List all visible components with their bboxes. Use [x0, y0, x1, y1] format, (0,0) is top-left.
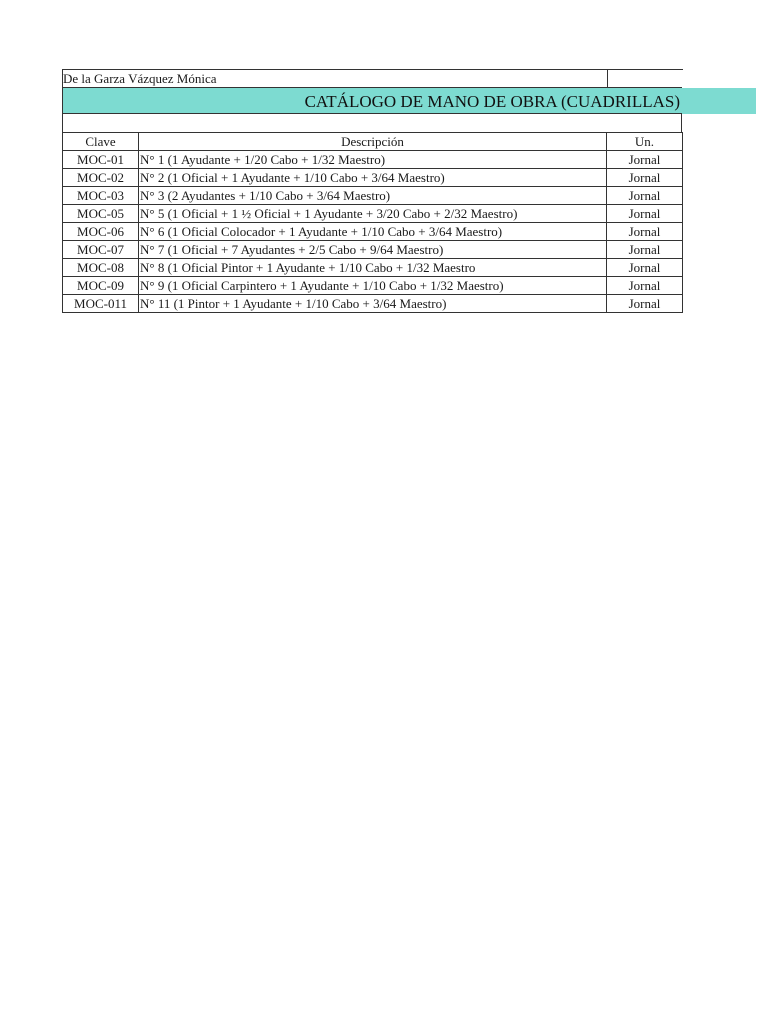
cell-un: Jornal	[607, 295, 683, 313]
column-header-un: Un.	[607, 133, 683, 151]
cell-descripcion: N° 1 (1 Ayudante + 1/20 Cabo + 1/32 Maestro)	[139, 151, 607, 169]
cell-un: Jornal	[607, 169, 683, 187]
cell-descripcion: N° 7 (1 Oficial + 7 Ayudantes + 2/5 Cabo + 9/64 Maestro)	[139, 241, 607, 259]
cell-clave: MOC-06	[63, 223, 139, 241]
cell-descripcion: N° 5 (1 Oficial + 1 ½ Oficial + 1 Ayudante + 3/20 Cabo + 2/32 Maestro)	[139, 205, 607, 223]
cell-descripcion: N° 9 (1 Oficial Carpintero + 1 Ayudante + 1/10 Cabo + 1/32 Maestro)	[139, 277, 607, 295]
cell-un: Jornal	[607, 151, 683, 169]
catalog-title: CATÁLOGO DE MANO DE OBRA (CUADRILLAS)	[304, 92, 680, 111]
sheet	[62, 69, 682, 88]
table-row	[63, 277, 683, 295]
cell-clave: MOC-02	[63, 169, 139, 187]
cell-un: Jornal	[607, 277, 683, 295]
cell-un: Jornal	[607, 223, 683, 241]
table-row	[63, 169, 683, 187]
cell-clave: MOC-011	[63, 295, 139, 313]
cell-clave: MOC-08	[63, 259, 139, 277]
cell-clave: MOC-07	[63, 241, 139, 259]
author-row	[62, 69, 682, 88]
cell-clave: MOC-05	[63, 205, 139, 223]
table-row	[63, 241, 683, 259]
cell-un: Jornal	[607, 241, 683, 259]
table-row	[63, 259, 683, 277]
table-row	[63, 205, 683, 223]
cell-un: Jornal	[607, 205, 683, 223]
cell-descripcion: N° 2 (1 Oficial + 1 Ayudante + 1/10 Cabo + 3/64 Maestro)	[139, 169, 607, 187]
column-header-descripcion: Descripción	[139, 133, 607, 151]
catalog-table	[62, 132, 683, 313]
cell-descripcion: N° 6 (1 Oficial Colocador + 1 Ayudante + 1/10 Cabo + 3/64 Maestro)	[139, 223, 607, 241]
table-header-row	[63, 133, 683, 151]
table-row	[63, 223, 683, 241]
column-header-clave: Clave	[63, 133, 139, 151]
author-name: De la Garza Vázquez Mónica	[63, 71, 217, 86]
spacer-row	[62, 114, 682, 133]
cell-clave: MOC-01	[63, 151, 139, 169]
cell-descripcion: N° 8 (1 Oficial Pintor + 1 Ayudante + 1/10 Cabo + 1/32 Maestro	[139, 259, 607, 277]
cell-descripcion: N° 3 (2 Ayudantes + 1/10 Cabo + 3/64 Maestro)	[139, 187, 607, 205]
table-row	[63, 295, 683, 313]
empty-cell	[607, 69, 683, 88]
table-row	[63, 187, 683, 205]
cell-clave: MOC-09	[63, 277, 139, 295]
cell-un: Jornal	[607, 259, 683, 277]
cell-un: Jornal	[607, 187, 683, 205]
cell-descripcion: N° 11 (1 Pintor + 1 Ayudante + 1/10 Cabo + 3/64 Maestro)	[139, 295, 607, 313]
cell-clave: MOC-03	[63, 187, 139, 205]
table-row	[63, 151, 683, 169]
